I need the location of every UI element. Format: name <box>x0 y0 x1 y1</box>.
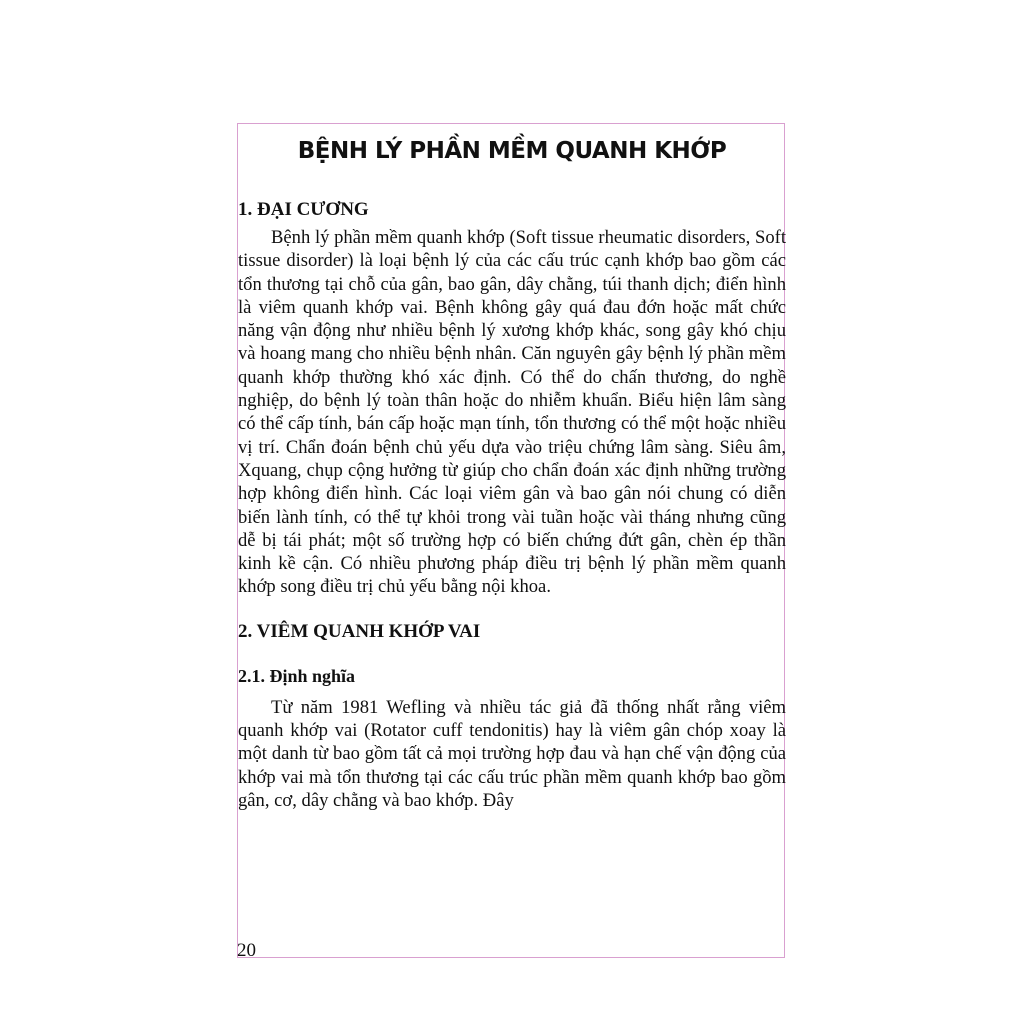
paragraph-dinh-nghia: Từ năm 1981 Wefling và nhiều tác giả đã thống nhất rằng viêm quanh khớp vai (Rotator cuff tendonitis) hay là viêm gân chóp xoay là một danh từ bao gồm tất cả mọi trường hợp đau và hạn chế vận động của khớp vai mà tổn thương tại các cấu trúc phần mềm quanh khớp bao gồm gân, cơ, dây chằng và bao khớp. Đây <box>238 696 786 811</box>
paragraph-dai-cuong: Bệnh lý phần mềm quanh khớp (Soft tissue rheumatic disorders, Soft tissue disorder) là loại bệnh lý của các cấu trúc cạnh khớp bao gồm các tổn thương tại chỗ của gân, bao gân, dây chằng, túi thanh dịch; điển hình là viêm quanh khớp vai. Bệnh không gây quá đau đớn hoặc mất chức năng vận động như nhiều bệnh lý xương khớp khác, song gây khó chịu và hoang mang cho nhiều bệnh nhân. Căn nguyên gây bệnh lý phần mềm quanh khớp thường khó xác định. Có thể do chấn thương, do nghề nghiệp, do bệnh lý toàn thân hoặc do nhiễm khuẩn. Biểu hiện lâm sàng có thể cấp tính, bán cấp hoặc mạn tính, tổn thương có thể một hoặc nhiều vị trí. Chẩn đoán bệnh chủ yếu dựa vào triệu chứng lâm sàng. Siêu âm, Xquang, chụp cộng hưởng từ giúp cho chẩn đoán xác định những trường hợp không điển hình. Các loại viêm gân và bao gân nói chung có diễn biến lành tính, có thể tự khỏi trong vài tuần hoặc vài tháng nhưng cũng dễ bị tái phát; một số trường hợp có biến chứng đứt gân, chèn ép thần kinh kề cận. Có nhiều phương pháp điều trị bệnh lý phần mềm quanh khớp song điều trị chủ yếu bằng nội khoa. <box>238 227 786 598</box>
page-title: BỆNH LÝ PHẦN MỀM QUANH KHỚP <box>297 138 727 164</box>
page-number: 20 <box>237 940 256 961</box>
section-heading-dai-cuong: 1. ĐẠI CƯƠNG <box>238 199 369 220</box>
subsection-heading-dinh-nghia: 2.1. Định nghĩa <box>238 665 356 686</box>
page-content <box>238 123 786 812</box>
section-heading-viem-quanh-khop-vai: 2. VIÊM QUANH KHỚP VAI <box>238 620 481 642</box>
